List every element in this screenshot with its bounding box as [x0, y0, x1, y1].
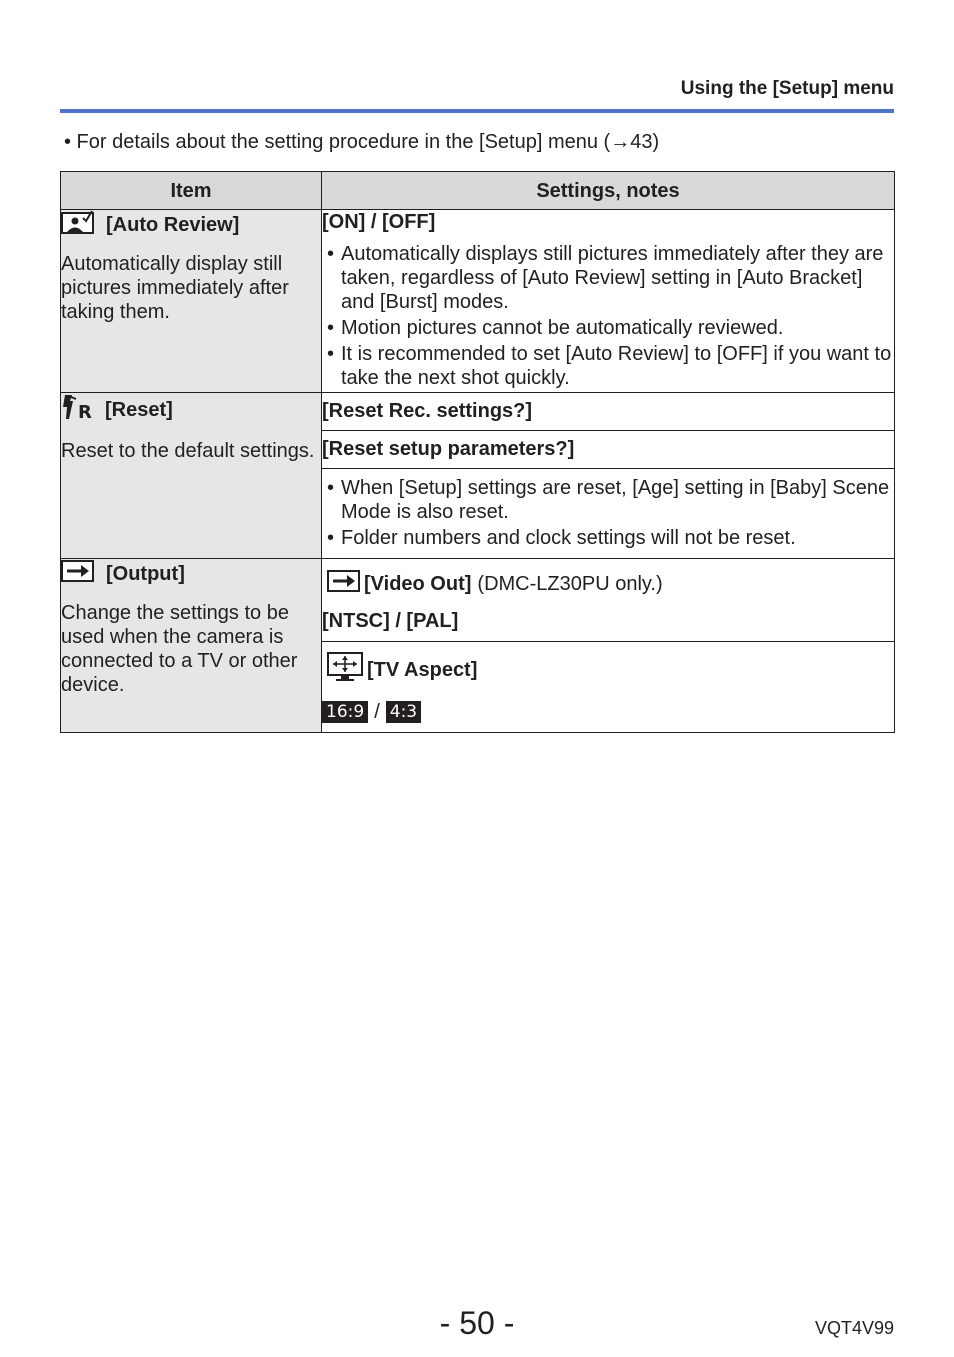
list-item: • Automatically displays still pictures immediately after they are taken, regardless of [Auto Review] setting in [Auto Bracket] and [Burst] modes. [327, 242, 894, 314]
video-out-label: [Video Out] [364, 573, 472, 595]
settings-cell-reset-notes [322, 469, 895, 559]
output-icon [61, 559, 94, 589]
tv-aspect-line [322, 652, 894, 688]
item-label-output: [Output] [106, 563, 185, 585]
settings-cell-auto-review [322, 210, 895, 393]
document-code: VQT4V99 [814, 1318, 894, 1338]
settings-cell-tv-aspect [322, 642, 895, 733]
aspect-16-9-icon: 16:9 [322, 701, 368, 723]
list-item: • It is recommended to set [Auto Review] to [OFF] if you want to take the next shot quickly. [327, 342, 894, 390]
auto-review-icon [61, 210, 94, 240]
item-desc-output: Change the settings to be used when the camera is connected to a TV or other device. [61, 602, 298, 696]
video-out-note: (DMC-LZ30PU only.) [477, 573, 663, 595]
page-number: - 50 - [439, 1305, 515, 1341]
item-title-auto-review [61, 210, 321, 240]
svg-text:R: R [78, 402, 92, 421]
column-header-item: Item [61, 172, 322, 210]
header-divider [60, 109, 894, 113]
option-reset-rec: [Reset Rec. settings?] [322, 400, 533, 422]
intro-note: • For details about the setting procedure in the [Setup] menu (→43) [64, 131, 660, 153]
option-reset-setup: [Reset setup parameters?] [322, 438, 575, 460]
video-out-icon [327, 569, 360, 599]
settings-cell-reset-setup [322, 431, 895, 469]
item-desc-reset: Reset to the default settings. [61, 440, 315, 462]
table-row-reset-1 [61, 393, 895, 431]
item-desc-auto-review: Automatically display still pictures immediately after taking them. [61, 253, 289, 323]
item-title-reset [61, 393, 321, 427]
notes-auto-review [322, 242, 894, 390]
item-title-output [61, 559, 321, 589]
option-ntsc-pal: [NTSC] / [PAL] [322, 610, 459, 632]
page-header-title: Using the [Setup] menu [680, 78, 894, 99]
list-item: • Motion pictures cannot be automatically reviewed. [327, 316, 894, 340]
notes-reset [322, 476, 894, 550]
item-cell-output [61, 559, 322, 733]
settings-cell-video-out [322, 559, 895, 642]
table-row-output-1 [61, 559, 895, 642]
item-label-reset: [Reset] [105, 399, 173, 421]
column-header-settings: Settings, notes [322, 172, 895, 210]
list-item: • When [Setup] settings are reset, [Age] setting in [Baby] Scene Mode is also reset. [327, 476, 894, 524]
option-on-off: [ON] / [OFF] [322, 211, 436, 233]
reset-icon [61, 393, 93, 427]
video-out-line [322, 569, 894, 599]
tv-aspect-label: [TV Aspect] [367, 659, 478, 681]
settings-cell-reset-rec [322, 393, 895, 431]
table-header-row [61, 172, 895, 210]
table-row-auto-review [61, 210, 895, 393]
aspect-options [322, 700, 894, 724]
list-item: • Folder numbers and clock settings will not be reset. [327, 526, 894, 550]
aspect-4-3-icon: 4:3 [386, 701, 421, 723]
tv-aspect-icon [327, 652, 363, 688]
item-label-auto-review: [Auto Review] [106, 214, 240, 236]
setup-settings-table [60, 171, 895, 733]
item-cell-reset [61, 393, 322, 559]
aspect-separator: / [374, 701, 380, 723]
item-cell-auto-review [61, 210, 322, 393]
